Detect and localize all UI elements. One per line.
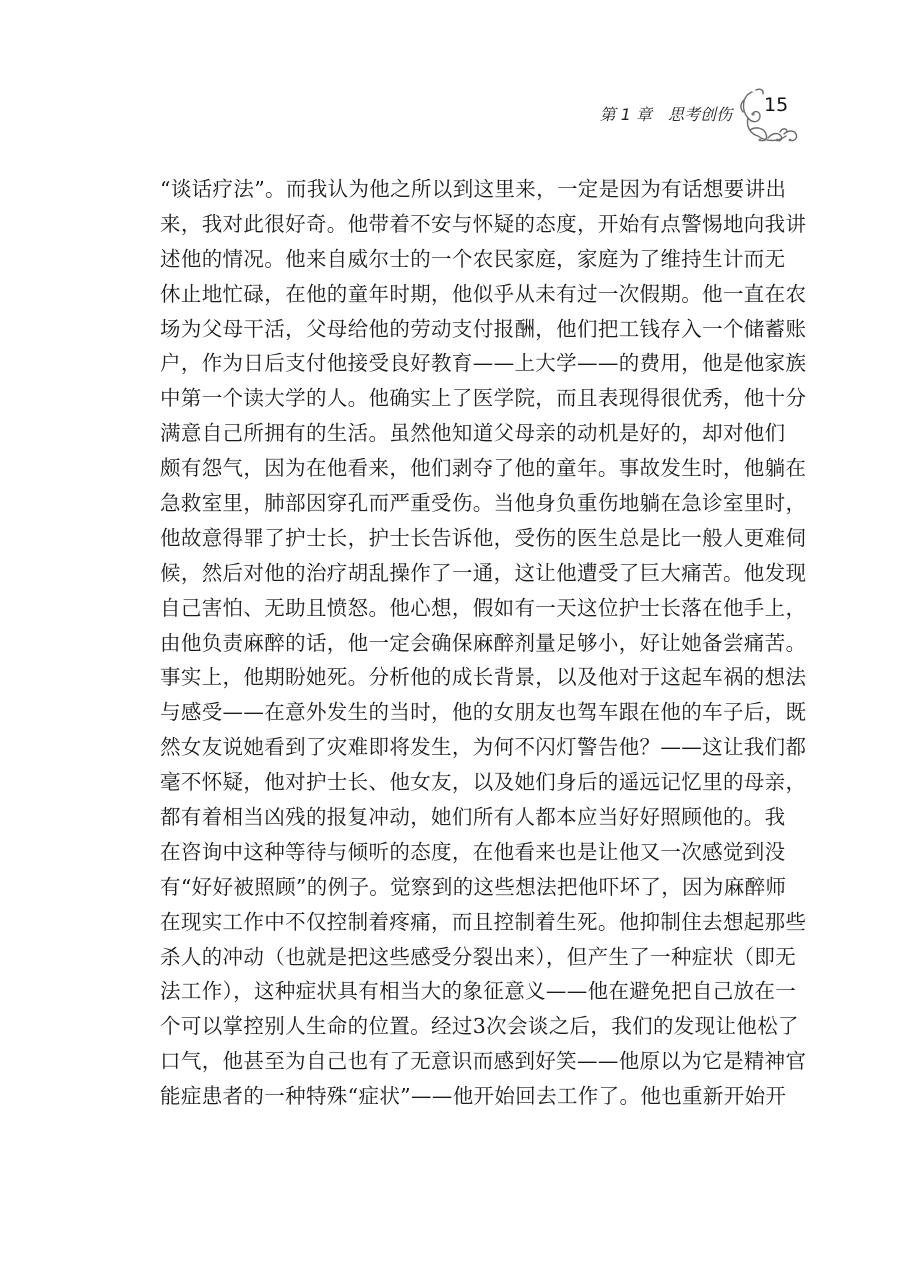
text-line: “谈话疗法”。而我认为他之所以到这里来，一定是因为有话想要讲出 [160,177,787,201]
text-line: 个可以掌控别人生命的位置。经过3次会谈之后，我们的发现让他松了 [160,1014,799,1039]
text-line: 口气，他甚至为自己也有了无意识而感到好笑——他原以为它是精神官 [160,1049,807,1074]
text-line: 在现实工作中不仅控制着疼痛，而且控制着生死。他抑制住去想起那些 [160,909,807,934]
chapter-title: 第 1 章 思考创伤 [599,105,732,124]
scroll-ornament-icon [738,86,800,146]
running-header [600,86,800,146]
text-line: 法工作），这种症状具有相当大的象征意义——他在避免把自己放在一 [160,979,797,1004]
text-line: 由他负责麻醉的话，他一定会确保麻醉剂量足够小，好让她备尝痛苦。 [160,630,807,655]
body-text [160,172,807,1114]
text-line: 满意自己所拥有的生活。虽然他知道父母亲的动机是好的，却对他们 [160,421,786,446]
text-line: 颇有怨气，因为在他看来，他们剥夺了他的童年。事故发生时，他躺在 [160,456,807,481]
text-line: 休止地忙碌，在他的童年时期，他似乎从未有过一次假期。他一直在农 [160,281,807,306]
text-line: 与感受——在意外发生的当时，他的女朋友也驾车跟在他的车子后，既 [160,700,807,725]
text-line: 候，然后对他的治疗胡乱操作了一通，这让他遭受了巨大痛苦。他发现 [160,560,807,585]
text-line: 在咨询中这种等待与倾听的态度，在他看来也是让他又一次感觉到没 [160,839,786,864]
text-line: 户，作为日后支付他接受良好教育——上大学——的费用，他是他家族 [160,351,807,376]
text-line: 急救室里，肺部因穿孔而严重受伤。当他身负重伤地躺在急诊室里时， [160,491,807,516]
text-line: 他故意得罪了护士长，护士长告诉他，受伤的医生总是比一般人更难伺 [160,525,807,550]
text-line: 事实上，他期盼她死。分析他的成长背景，以及他对于这起车祸的想法 [160,665,807,690]
text-line: 中第一个读大学的人。他确实上了医学院，而且表现得很优秀，他十分 [160,386,807,411]
text-line: 来，我对此很好奇。他带着不安与怀疑的态度，开始有点警惕地向我讲 [160,211,807,236]
text-line: 场为父母干活，父母给他的劳动支付报酬，他们把工钱存入一个储蓄账 [160,316,807,341]
text-line: 都有着相当凶残的报复冲动，她们所有人都本应当好好照顾他的。我 [160,805,786,830]
text-line: 杀人的冲动（也就是把这些感受分裂出来），但产生了一种症状（即无 [160,944,797,969]
text-line: 有“好好被照顾”的例子。觉察到的这些想法把他吓坏了，因为麻醉师 [160,874,787,899]
text-line: 能症患者的一种特殊“症状”——他开始回去工作了。他也重新开始开 [160,1084,787,1109]
text-line: 述他的情况。他来自威尔士的一个农民家庭，家庭为了维持生计而无 [160,246,786,271]
text-line: 自己害怕、无助且愤怒。他心想，假如有一天这位护士长落在他手上， [160,595,807,620]
text-line: 然女友说她看到了灾难即将发生，为何不闪灯警告他？——这让我们都 [160,735,807,760]
page-number: 15 [764,94,789,116]
text-line: 毫不怀疑，他对护士长、他女友，以及她们身后的遥远记忆里的母亲， [160,770,807,795]
